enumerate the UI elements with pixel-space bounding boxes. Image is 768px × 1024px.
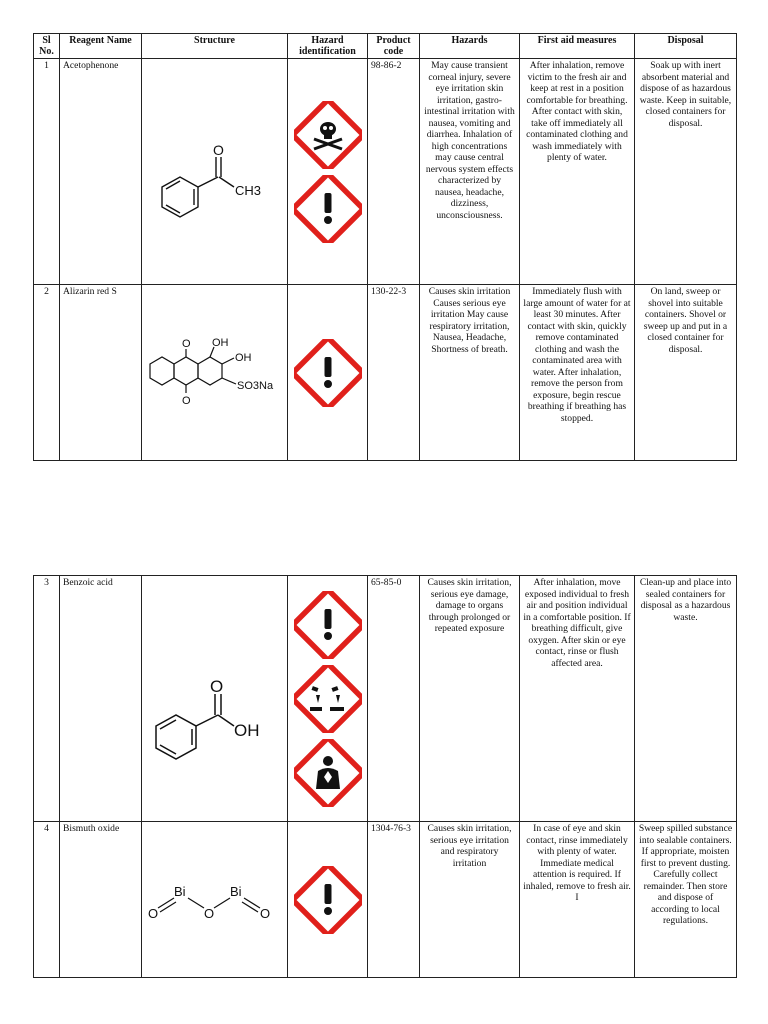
header-row (34, 34, 737, 59)
svg-text:O: O (204, 905, 215, 921)
table-row (34, 576, 737, 822)
row-hazards: Causes skin irritation Causes serious eye irritation May cause respiratory irritation, Nausea, Headache, Shortness of breath. (420, 285, 520, 461)
row-first-aid: After inhalation, remove victim to the fresh air and keep at rest in a position comfortable for breathing. After contact with skin, take off immediately all contaminated clothing and wash immediately with plenty of water. (520, 59, 635, 285)
structure-bismuth-oxide (142, 822, 288, 978)
msds-table-bottom (33, 575, 737, 978)
hazard-pictograms (288, 59, 368, 285)
row-hazards: May cause transient corneal injury, severe eye irritation skin irritation, gastro-intestinal irritation with nausea, vomiting and diarrhea. Inhalation of high concentrations may cause central nervous system effects characterized by nausea, headache, dizziness, unconsciousness. (420, 59, 520, 285)
header-reagent: Reagent Name (60, 34, 142, 59)
row-sl: 2 (34, 285, 60, 461)
structure-benzoic-acid (142, 576, 288, 822)
svg-text:Bi: Bi (230, 883, 242, 899)
health-hazard-icon (294, 739, 362, 807)
row-reagent-name: Acetophenone (60, 59, 142, 285)
row-reagent-name: Benzoic acid (60, 576, 142, 822)
row-sl: 3 (34, 576, 60, 822)
row-first-aid: After inhalation, move exposed individual to fresh air and position individual in a comfortable position. If breathing difficult, give oxygen. After skin or eye contact, rinse or flush affected area. (520, 576, 635, 822)
svg-text:Bi: Bi (174, 883, 186, 899)
skull-crossbones-icon (294, 101, 362, 169)
row-disposal: On land, sweep or shovel into suitable containers. Shovel or sweep up and put in a closed container for disposal. (635, 285, 737, 461)
svg-text:O: O (260, 905, 271, 921)
header-structure: Structure (142, 34, 288, 59)
hazard-pictograms (288, 285, 368, 461)
row-reagent-name: Alizarin red S (60, 285, 142, 461)
row-product-code: 65-85-0 (368, 576, 420, 822)
acetophenone-structure-image (142, 85, 288, 255)
svg-text:SO3Na: SO3Na (237, 379, 274, 392)
alizarin-structure-image (142, 316, 288, 426)
svg-text:O: O (182, 394, 191, 407)
svg-text:O: O (182, 337, 191, 350)
row-product-code: 1304-76-3 (368, 822, 420, 978)
header-sl: Sl No. (34, 34, 60, 59)
header-product-code: Product code (368, 34, 420, 59)
svg-text:O: O (210, 676, 224, 696)
row-reagent-name: Bismuth oxide (60, 822, 142, 978)
table-row (34, 59, 737, 285)
hazard-pictograms (288, 822, 368, 978)
hazard-pictograms (288, 576, 368, 822)
structure-acetophenone (142, 59, 288, 285)
methyl-label: CH3 (235, 182, 262, 198)
svg-text:O: O (213, 141, 224, 158)
table-row (34, 285, 737, 461)
row-disposal: Sweep spilled substance into sealable containers. If appropriate, moisten first to prevent dusting. Carefully collect remainder. Then store and dispose of according to local regulations. (635, 822, 737, 978)
svg-text:OH: OH (234, 720, 260, 740)
row-hazards: Causes skin irritation, serious eye damage, damage to organs through prolonged or repeated exposure (420, 576, 520, 822)
svg-text:OH: OH (235, 351, 252, 364)
row-sl: 1 (34, 59, 60, 285)
header-hazards: Hazards (420, 34, 520, 59)
exclamation-icon (294, 591, 362, 659)
table-row (34, 822, 737, 978)
corrosion-icon (294, 665, 362, 733)
svg-text:OH: OH (212, 336, 229, 349)
row-disposal: Clean-up and place into sealed containers for disposal as a hazardous waste. (635, 576, 737, 822)
row-hazards: Causes skin irritation, serious eye irritation and respiratory irritation (420, 822, 520, 978)
row-product-code: 130-22-3 (368, 285, 420, 461)
structure-alizarin-red-s (142, 285, 288, 461)
exclamation-icon (294, 175, 362, 243)
exclamation-icon (294, 866, 362, 934)
header-first-aid: First aid measures (520, 34, 635, 59)
row-first-aid: In case of eye and skin contact, rinse immediately with plenty of water. Immediate medical attention is required. If inhaled, remove to fresh air. I (520, 822, 635, 978)
row-product-code: 98-86-2 (368, 59, 420, 285)
row-first-aid: Immediately flush with large amount of water for at least 30 minutes. After contact with skin, quickly remove contaminated clothing and wash the contaminated area with water. After inhalation, remove the person from exposure, begin rescue breathing if breathing has stopped. (520, 285, 635, 461)
header-hazard-id: Hazard identification (288, 34, 368, 59)
svg-text:O: O (148, 905, 159, 921)
benzoic-acid-structure-image (142, 622, 288, 772)
row-disposal: Soak up with inert absorbent material and dispose of as hazardous waste. Keep in suitable, closed containers for disposal. (635, 59, 737, 285)
msds-table-top (33, 33, 737, 461)
exclamation-icon (294, 339, 362, 407)
header-disposal: Disposal (635, 34, 737, 59)
bismuth-oxide-structure-image (142, 858, 288, 938)
row-sl: 4 (34, 822, 60, 978)
